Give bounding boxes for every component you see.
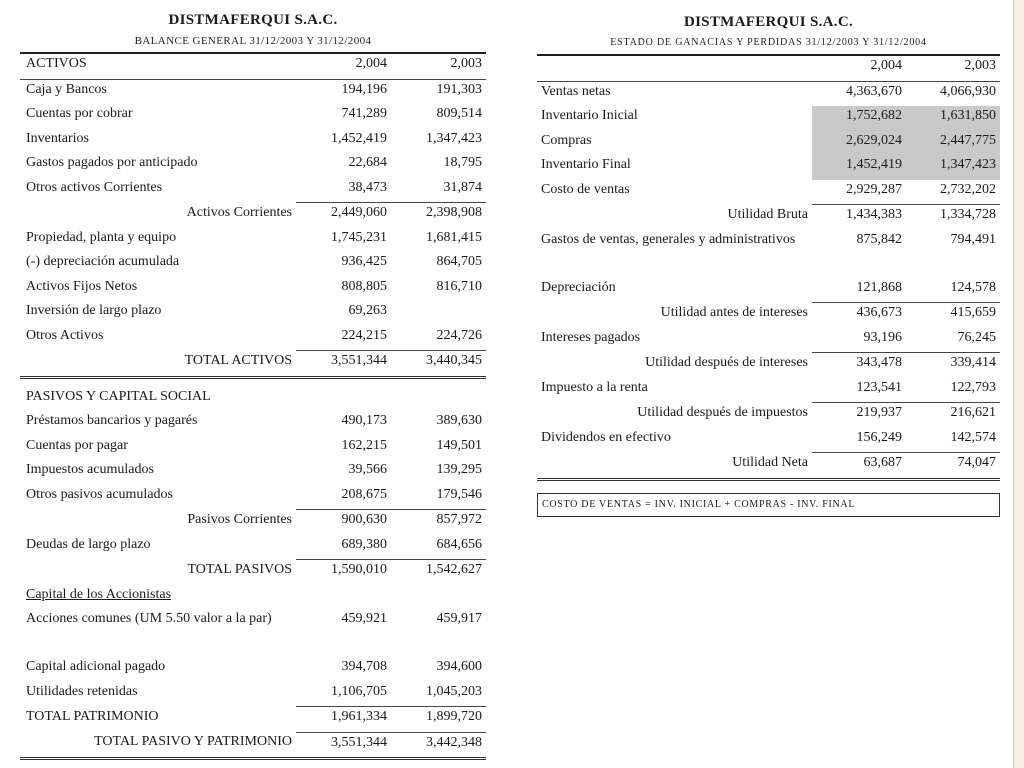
page-edge-decoration [1013,0,1024,768]
spacer-row [20,377,486,387]
value-2004: 3,551,344 [296,351,391,378]
value-2003: 1,631,850 [906,106,1000,131]
total-row-liabilities-equity [20,732,486,759]
value-2004: 436,673 [812,303,906,328]
value-2003 [391,301,486,326]
row-label: Impuesto a la renta [541,379,648,395]
row-label: Propiedad, planta y equipo [26,229,177,245]
table-row [20,609,486,657]
income-subtitle: ESTADO DE GANACIAS Y PERDIDAS 31/12/2003 Y 31/12/2004 [610,37,927,48]
income-header-row [537,55,1000,81]
income-statement-table [537,54,1000,481]
row-label: Otros Activos [26,327,104,343]
row-label: Cuentas por cobrar [26,106,133,121]
row-label: TOTAL PATRIMONIO [26,708,159,724]
row-label: Costo de ventas [541,181,630,197]
value-2003: 1,347,423 [906,155,1000,180]
value-2003: 224,726 [436,327,482,343]
value-2003: 74,047 [906,453,1000,480]
balance-header-row [20,53,486,79]
value-2004: 808,805 [341,278,387,294]
value-2004: 2,929,287 [846,181,902,197]
value-2004: 162,215 [341,437,387,453]
row-label: Inventario Inicial [541,108,638,123]
value-2004: 38,473 [348,179,387,195]
row-label: Utilidad después de intereses [645,354,808,370]
section-heading-row [20,585,486,610]
value-2004: 1,745,231 [331,229,387,245]
table-row [537,131,1000,156]
value-2004: 208,675 [341,486,387,502]
value-2003: 142,574 [950,429,996,445]
value-2003: 4,066,930 [940,83,996,99]
row-label: Inventarios [26,130,89,146]
subtotal-row-current-liabilities [20,510,486,535]
total-row-liabilities [20,560,486,585]
section-heading-row [20,387,486,412]
value-2004: 394,708 [341,659,387,674]
value-2004: 39,566 [348,462,387,477]
table-row [20,485,486,510]
value-2004: 875,842 [856,231,902,247]
balance-sheet-panel [20,10,486,760]
value-2003: 31,874 [443,179,482,195]
value-2004: 1,590,010 [296,560,391,585]
row-label: Utilidad Bruta [727,206,808,222]
row-label: Caja y Bancos [26,81,107,97]
value-2003: 394,600 [436,659,482,674]
value-2003: 809,514 [436,106,482,121]
value-2003: 216,621 [906,403,1000,428]
table-row [537,378,1000,403]
value-2003: 3,440,345 [391,351,486,378]
cost-of-sales-formula-note: COSTO DE VENTAS = INV. INICIAL + COMPRAS - INV. FINAL [537,493,1000,517]
table-row [20,657,486,682]
year-2003-header: 2,003 [391,53,486,79]
row-label: TOTAL PASIVO Y PATRIMONIO [20,732,296,759]
row-label: Utilidad antes de intereses [660,304,808,320]
value-2003: 149,501 [436,437,482,453]
table-row [537,81,1000,106]
table-row [20,129,486,154]
value-2004: 689,380 [341,536,387,552]
value-2004: 156,249 [856,429,902,445]
value-2003: 389,630 [436,413,482,428]
value-2004: 459,921 [341,611,387,626]
assets-heading: ACTIVOS [20,53,296,79]
table-row [20,277,486,302]
row-label: Activos Corrientes [186,204,292,220]
table-row [20,460,486,485]
table-row [537,428,1000,453]
value-2003: 1,899,720 [391,707,486,733]
value-2003: 816,710 [436,278,482,294]
table-row [20,535,486,560]
value-2003: 18,795 [443,155,482,170]
table-row [537,155,1000,180]
value-2004: 4,363,670 [846,83,902,99]
value-2004: 194,196 [341,81,387,97]
row-label: Intereses pagados [541,329,641,345]
row-label: Pasivos Corrientes [187,511,292,527]
table-row [20,326,486,351]
row-label: Gastos pagados por anticipado [26,155,198,170]
table-row [20,178,486,203]
row-label: Acciones comunes (UM 5.50 valor a la par) [26,611,272,626]
row-label: Utilidad después de impuestos [637,404,808,420]
row-label: (-) depreciación acumulada [26,254,180,269]
value-2004: 1,452,419 [331,130,387,146]
value-2004: 741,289 [341,106,387,121]
subtotal-row-ebit [537,303,1000,328]
value-2004: 224,215 [341,327,387,343]
value-2004: 2,629,024 [812,131,906,156]
value-2004: 490,173 [341,413,387,428]
value-2003: 2,447,775 [906,131,1000,156]
value-2003: 2,398,908 [391,203,486,228]
value-2004: 219,937 [812,403,906,428]
table-row [20,252,486,277]
income-statement-panel [537,12,1000,517]
value-2003: 794,491 [950,231,996,247]
row-label: Inventario Final [541,157,631,172]
value-2003: 1,045,203 [426,683,482,699]
value-2004: 343,478 [812,353,906,378]
value-2003: 1,681,415 [426,229,482,245]
equity-heading: Capital de los Accionistas [26,586,172,602]
row-label: TOTAL PASIVOS [187,561,292,577]
table-row [20,228,486,253]
row-label: Otros pasivos acumulados [26,486,173,502]
row-label: Ventas netas [541,83,611,99]
row-label: Otros activos Corrientes [26,179,163,195]
value-2004: 22,684 [348,155,387,170]
value-2004: 3,551,344 [296,732,391,759]
row-label: Gastos de ventas, generales y administrativos [541,231,796,247]
row-label: Deudas de largo plazo [26,536,151,552]
value-2003: 191,303 [436,81,482,97]
table-row [20,411,486,436]
table-row [537,230,1000,278]
value-2004: 900,630 [296,510,391,535]
value-2003: 415,659 [906,303,1000,328]
value-2004: 1,961,334 [296,707,391,733]
value-2004: 2,449,060 [296,203,391,228]
balance-sheet-table [20,52,486,760]
value-2003: 339,414 [906,353,1000,378]
value-2003: 684,656 [436,536,482,552]
value-2004: 1,434,383 [812,205,906,230]
value-2004: 123,541 [856,379,902,395]
table-row [20,301,486,326]
table-row [537,278,1000,303]
value-2004: 1,752,682 [812,106,906,131]
value-2003: 1,334,728 [906,205,1000,230]
subtotal-row-current-assets [20,203,486,228]
row-label: Préstamos bancarios y pagarés [26,413,198,428]
value-2003: 1,347,423 [426,130,482,146]
year-2004-header: 2,004 [812,55,906,81]
value-2003: 2,732,202 [940,181,996,197]
table-row [537,328,1000,353]
table-row [20,104,486,129]
value-2004: 936,425 [341,254,387,269]
row-label: Inversión de largo plazo [26,303,162,318]
value-2004: 93,196 [863,329,902,345]
subtotal-row-ebt [537,353,1000,378]
value-2003: 857,972 [391,510,486,535]
value-2003: 179,546 [436,486,482,502]
row-label: Utilidades retenidas [26,683,138,699]
year-2004-header: 2,004 [296,53,391,79]
table-row [20,682,486,707]
total-row-equity [20,707,486,733]
row-label: Capital adicional pagado [26,659,166,674]
value-2004: 121,868 [856,279,902,295]
row-label: Cuentas por pagar [26,437,128,453]
value-2004: 63,687 [812,453,906,480]
liabilities-heading: PASIVOS Y CAPITAL SOCIAL [26,388,211,404]
value-2003: 459,917 [436,611,482,626]
subtotal-row-after-tax [537,403,1000,428]
row-label: Impuestos acumulados [26,462,154,477]
table-row [537,106,1000,131]
value-2003: 124,578 [950,279,996,295]
value-2003: 3,442,348 [391,732,486,759]
income-company-title: DISTMAFERQUI S.A.C. [683,14,854,30]
balance-company-title: DISTMAFERQUI S.A.C. [168,12,338,28]
value-2003: 864,705 [436,254,482,269]
value-2003: 76,245 [957,329,996,345]
total-row-net-income [537,453,1000,480]
table-row [20,436,486,461]
table-row [20,153,486,178]
table-row [20,79,486,104]
total-row-assets [20,351,486,378]
row-label: Depreciación [541,279,616,295]
value-2003: 139,295 [436,462,482,477]
value-2004: 69,263 [348,303,387,318]
row-label: Utilidad Neta [537,453,812,480]
value-2004: 1,452,419 [812,155,906,180]
table-row [537,180,1000,205]
value-2003: 122,793 [950,379,996,395]
value-2004: 1,106,705 [331,683,387,699]
balance-subtitle: BALANCE GENERAL 31/12/2003 Y 31/12/2004 [134,35,372,47]
row-label: Activos Fijos Netos [26,278,138,294]
year-2003-header: 2,003 [906,55,1000,81]
row-label: TOTAL ACTIVOS [20,351,296,378]
value-2003: 1,542,627 [391,560,486,585]
row-label: Dividendos en efectivo [541,429,671,445]
subtotal-row-gross-profit [537,205,1000,230]
row-label: Compras [541,132,592,148]
